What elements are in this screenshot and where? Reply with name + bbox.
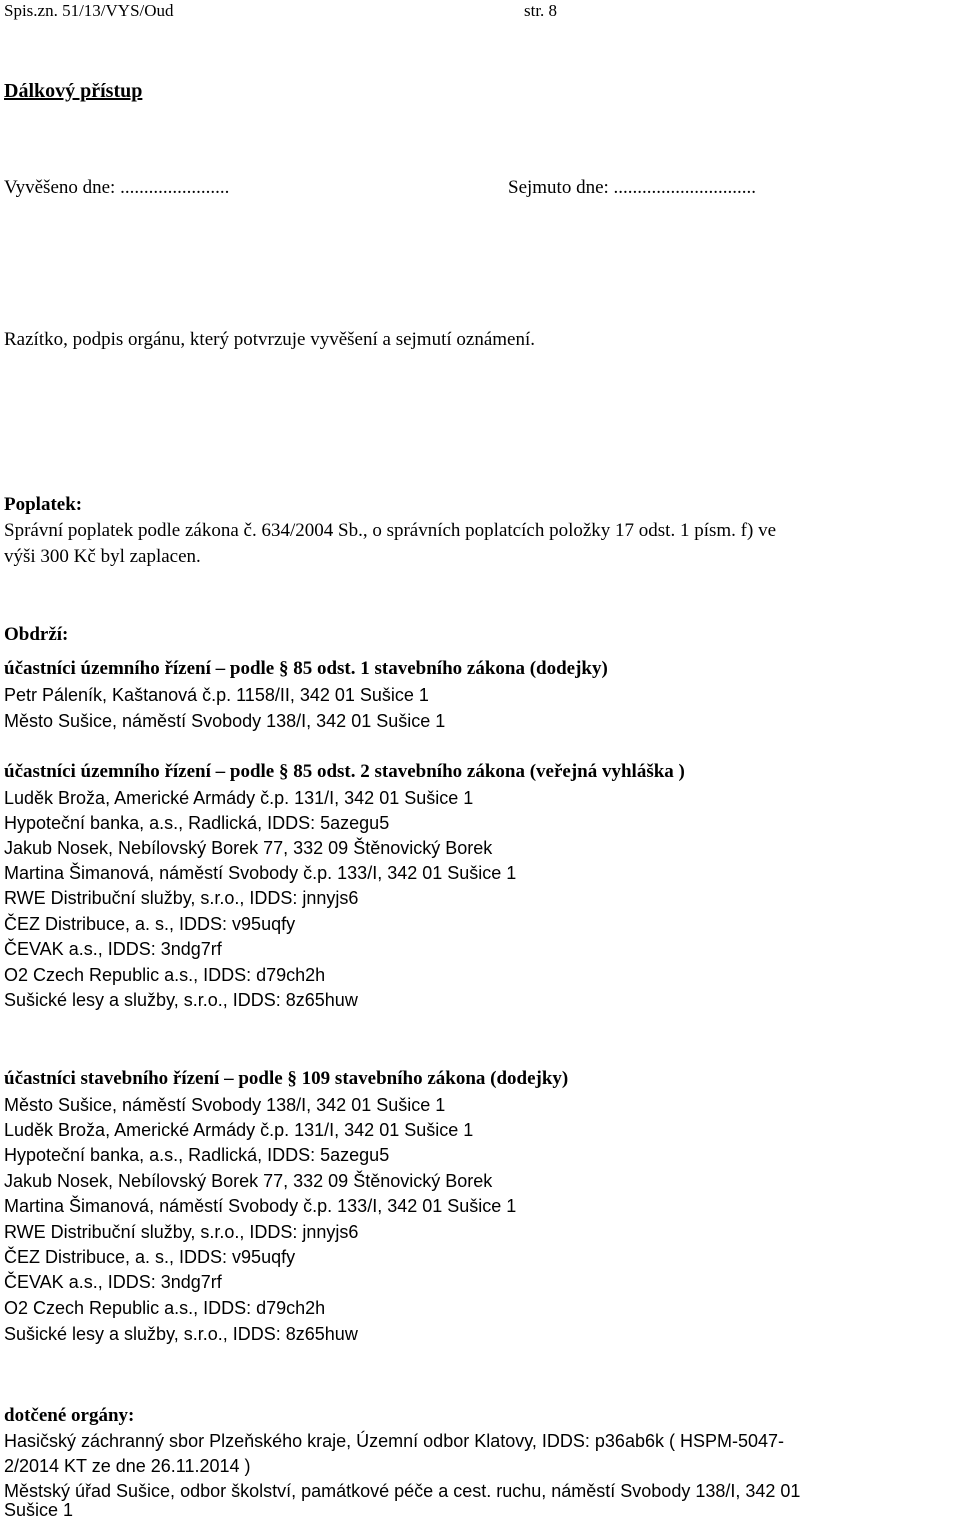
recipients-heading: Obdrží: (4, 624, 69, 645)
recipient-item: Sušice 1 (4, 1500, 74, 1520)
recipient-item: ČEVAK a.s., IDDS: 3ndg7rf (4, 939, 222, 959)
recipient-item: Martina Šimanová, náměstí Svobody č.p. 133/I, 342 01 Sušice 1 (4, 1196, 517, 1216)
recipient-item: Hypoteční banka, a.s., Radlická, IDDS: 5azegu5 (4, 1145, 390, 1165)
recipient-item: Hypoteční banka, a.s., Radlická, IDDS: 5azegu5 (4, 813, 390, 833)
recipient-item: ČEVAK a.s., IDDS: 3ndg7rf (4, 1272, 222, 1292)
recipient-group-heading: dotčené orgány: (4, 1405, 135, 1426)
recipient-item: O2 Czech Republic a.s., IDDS: d79ch2h (4, 965, 326, 985)
recipient-item: Městský úřad Sušice, odbor školství, památkové péče a cest. ruchu, náměstí Svobody 138/I, 342 01 (4, 1481, 801, 1501)
page-number: str. 8 (524, 1, 558, 20)
recipient-item: Jakub Nosek, Nebílovský Borek 77, 332 09 Štěnovický Borek (4, 1171, 493, 1191)
recipient-item: ČEZ Distribuce, a. s., IDDS: v95uqfy (4, 1247, 296, 1267)
recipient-item: Luděk Broža, Americké Armády č.p. 131/I, 342 01 Sušice 1 (4, 788, 474, 808)
page-title: Dálkový přístup (4, 80, 143, 102)
recipient-group-heading: účastníci územního řízení – podle § 85 odst. 2 stavebního zákona (veřejná vyhláška ) (4, 761, 685, 782)
recipient-item: Město Sušice, náměstí Svobody 138/I, 342 01 Sušice 1 (4, 711, 446, 731)
recipient-item: 2/2014 KT ze dne 26.11.2014 ) (4, 1456, 251, 1476)
recipient-group-heading: účastníci územního řízení – podle § 85 odst. 1 stavebního zákona (dodejky) (4, 658, 608, 679)
recipient-item: Luděk Broža, Americké Armády č.p. 131/I, 342 01 Sušice 1 (4, 1120, 474, 1140)
fee-text-line: Správní poplatek podle zákona č. 634/2004 Sb., o správních poplatcích položky 17 odst. 1 písm. f) ve (4, 520, 776, 541)
recipient-item: Město Sušice, náměstí Svobody 138/I, 342 01 Sušice 1 (4, 1095, 446, 1115)
recipient-item: RWE Distribuční služby, s.r.o., IDDS: jnnyjs6 (4, 888, 359, 908)
recipient-item: Sušické lesy a služby, s.r.o., IDDS: 8z65huw (4, 1324, 358, 1344)
recipient-item: Martina Šimanová, náměstí Svobody č.p. 133/I, 342 01 Sušice 1 (4, 863, 517, 883)
posted-date-field: Vyvěšeno dne: ....................... (4, 177, 230, 198)
fee-heading: Poplatek: (4, 494, 83, 515)
fee-text-line: výši 300 Kč byl zaplacen. (4, 546, 201, 567)
recipient-item: RWE Distribuční služby, s.r.o., IDDS: jnnyjs6 (4, 1222, 359, 1242)
recipient-item: ČEZ Distribuce, a. s., IDDS: v95uqfy (4, 914, 296, 934)
recipient-item: O2 Czech Republic a.s., IDDS: d79ch2h (4, 1298, 326, 1318)
removed-date-field: Sejmuto dne: .............................. (508, 177, 757, 198)
recipient-group-heading: účastníci stavebního řízení – podle § 109 stavebního zákona (dodejky) (4, 1068, 569, 1089)
recipient-item: Sušické lesy a služby, s.r.o., IDDS: 8z65huw (4, 990, 358, 1010)
recipient-item: Hasičský záchranný sbor Plzeňského kraje, Územní odbor Klatovy, IDDS: p36ab6k ( HSPM-5047- (4, 1431, 785, 1451)
recipient-item: Petr Páleník, Kaštanová č.p. 1158/II, 342 01 Sušice 1 (4, 685, 429, 705)
stamp-signature-note: Razítko, podpis orgánu, který potvrzuje vyvěšení a sejmutí oznámení. (4, 329, 535, 350)
recipient-item: Jakub Nosek, Nebílovský Borek 77, 332 09 Štěnovický Borek (4, 838, 493, 858)
file-reference: Spis.zn. 51/13/VYS/Oud (4, 1, 174, 20)
